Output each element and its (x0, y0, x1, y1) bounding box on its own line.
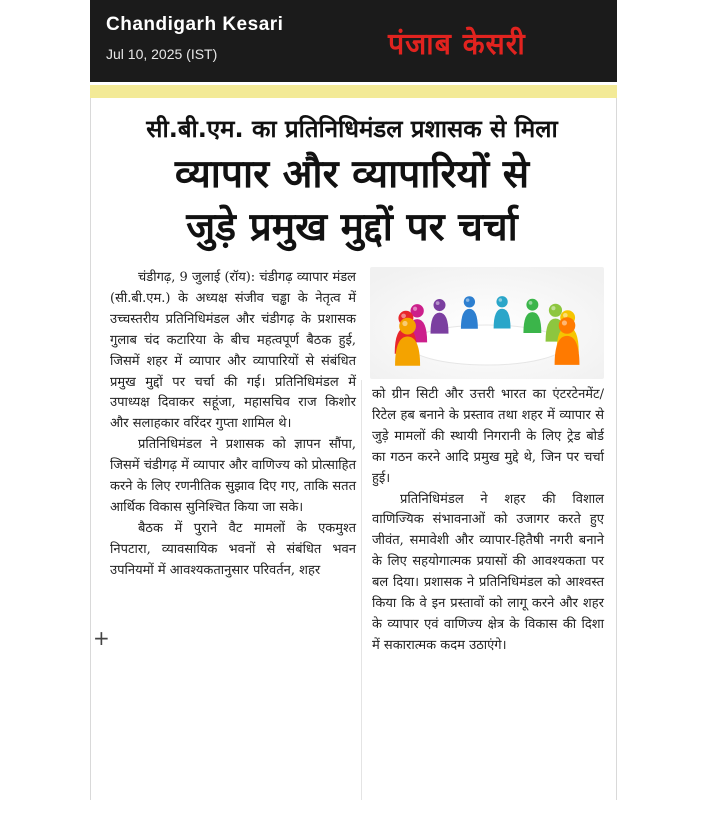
article-kicker: सी.बी.एम. का प्रतिनिधिमंडल प्रशासक से मिला (146, 115, 558, 143)
article-column-right (372, 385, 604, 657)
headline-line-1: व्यापार और व्यापारियों से (174, 152, 530, 197)
headline-line-2: जुड़े प्रमुख मुद्दों पर चर्चा (186, 205, 518, 250)
article-photo (370, 267, 604, 379)
column-divider (361, 380, 362, 800)
clipping-bottom-edge (90, 800, 617, 814)
clipping-top-strip (90, 85, 617, 98)
publication-name: Chandigarh Kesari (106, 14, 284, 35)
people-circle-icon (370, 267, 604, 379)
article-headline (107, 148, 597, 254)
article-paragraph: बैठक में पुराने वैट मामलों के एकमुश्त निपटारा, व्यावसायिक भवनों से संबंधित भवन उपनियमों में आवश्यकतानुसार परिवर्तन, शहर (110, 520, 356, 578)
article-column-left (110, 268, 356, 582)
publication-logo: पंजाब केसरी (388, 27, 526, 62)
article-paragraph: को ग्रीन सिटी और उत्तरी भारत का एंटरटेनमेंट/रिटेल हब बनाने के प्रस्ताव तथा शहर में व्यापार से जुड़े मामलों की स्थायी निगरानी के लिए ट्रेड बोर्ड का गठन करने आदि प्रमुख मुद्दे थे, जिन पर चर्चा हुई। (372, 387, 604, 486)
article-paragraph: प्रतिनिधिमंडल ने प्रशासक को ज्ञापन सौंपा, जिसमें चंडीगढ़ में व्यापार और वाणिज्य को प्रोत्साहित करने के लिए रणनीतिक सुझाव दिए गए, ताकि सतत आर्थिक विकास सुनिश्चित किया जा सके। (110, 437, 356, 515)
crop-mark-icon: + (93, 626, 110, 650)
article-paragraph: प्रतिनिधिमंडल ने शहर की विशाल वाणिज्यिक संभावनाओं को उजागर करते हुए जीवंत, समावेशी और व्यापार-हितैषी नगरी बनाने के लिए सहयोगात्मक प्रयासों की आवश्यकता पर बल दिया। प्रशासक ने प्रतिनिधिमंडल को आश्वस्त किया कि वे इन प्रस्तावों को लागू करने और शहर के व्यापार एवं वाणिज्य क्षेत्र के विकास की दिशा में सकारात्मक कदम उठाएंगे। (372, 491, 604, 653)
publication-date: Jul 10, 2025 (IST) (106, 46, 218, 62)
article-paragraph: चंडीगढ़, 9 जुलाई (रॉय): चंडीगढ़ व्यापार मंडल (सी.बी.एम.) के अध्यक्ष संजीव चड्ढा के नेतृत्व में उच्चस्तरीय प्रतिनिधिमंडल और चंडीगढ़ के प्रशासक गुलाब चंद कटारिया के बीच महत्वपूर्ण बैठक हुई, जिसमें शहर में व्यापार और व्यापारियों से संबंधित प्रमुख मुद्दों पर चर्चा की गई। प्रतिनिधिमंडल में उपाध्यक्ष दिवाकर सहूंजा, महासचिव राज किशोर और सलाहकार वरिंदर गुप्ता शामिल थे। (110, 270, 356, 432)
publication-header (90, 0, 617, 82)
